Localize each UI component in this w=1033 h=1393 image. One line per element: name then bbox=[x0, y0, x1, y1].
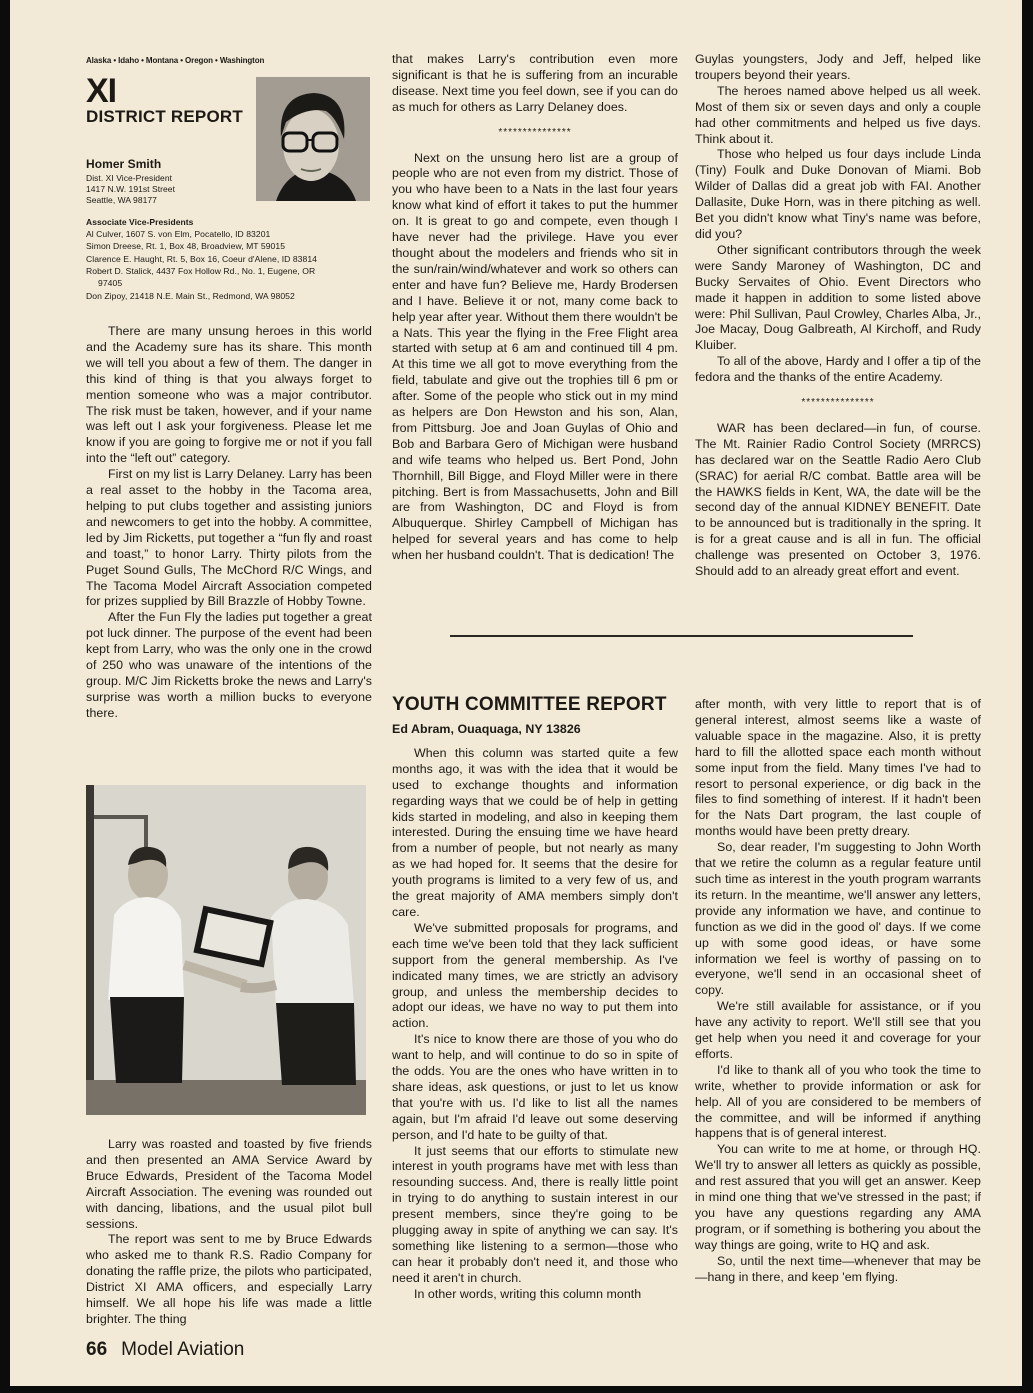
vp-street: 1417 N.W. 191st Street bbox=[86, 183, 175, 194]
assoc-list bbox=[86, 228, 376, 302]
assoc-item: Robert D. Stalick, 4437 Fox Hollow Rd., No. 1, Eugene, OR bbox=[86, 266, 316, 277]
paragraph: Next on the unsung hero list are a group of people who are not even from my district. Those of you who have been to a Nats in the last four years know what kind of effort it takes to put the hummer on. It is great to go and compete, even though I have never had the privilege. Have you ever thought about the modelers and friends who sit in the sun/rain/wind/whatever and work so others can enter and have fun? Believe me, Hardy Brodersen and I have. Believe it or not, many come back to help year after year. Without them there wouldn't be a Nats. This year the flying in the Free Flight area started with setup at 6 am and continued till 4 pm. At this time we all got to move everything from the field, tabulate and give out the trophies till 6 pm or after. Some of the people who stick out in my mind as helpers are Don Hewston and his son, Alan, from Pittsburg. Joe and Joan Guylas of Ohio and Bob and Barbara Gero of Michigan were husband and wife teams who helped us. Bert Pond, John Thornhill, Bill Bigge, and Floyd Miller were in there pitching. Bert is from Massachusetts, John and Bill are from Washington, DC and Floyd is from Albuquerque. Shirley Campbell of Michigan has helped for several years and has come to help when her husband couldn't. That is dedication! The bbox=[392, 150, 678, 563]
vp-name: Homer Smith bbox=[86, 156, 162, 171]
district-col1-bottom bbox=[86, 1137, 372, 1333]
paragraph: It's nice to know there are those of you who do want to help, and will continue to do so in spite of the odds. You are the ones who have written in to share ideas, ask questions, or just to let us know that you're with us. I'd like to list all the names again, but I'm afraid I'd leave out some deserving person, and I'd hate to be guilty of that. bbox=[392, 1032, 678, 1142]
youth-title: YOUTH COMMITTEE REPORT bbox=[392, 694, 667, 715]
paragraph: Those who helped us four days include Linda (Tiny) Foulk and Duke Donovan of Miami. Bob Wilder of Dallas did a great job with FAI. Another Dallasite, Duke Horn, was in there pitching as well. Bet you didn't know what Tiny's name was before, did you? bbox=[695, 147, 981, 241]
vp-city: Seattle, WA 98177 bbox=[86, 194, 157, 205]
states-line: Alaska • Idaho • Montana • Oregon • Washington bbox=[86, 56, 265, 65]
youth-col2 bbox=[392, 694, 678, 1334]
paragraph: I'd like to thank all of you who took the time to write, whether to provide information or ask for help. All of you are considered to be members of the committee, and will be informed if anything happens that is of general interest. bbox=[695, 1062, 981, 1141]
assoc-item: 97405 bbox=[98, 278, 123, 289]
paragraph: The heroes named above helped us all week. Most of them six or seven days and only a couple had other commitments and helped us five days. Think about it. bbox=[695, 83, 981, 146]
assoc-item: Clarence E. Haught, Rt. 5, Box 16, Coeur d'Alene, ID 83814 bbox=[86, 253, 317, 264]
paragraph: When this column was started quite a few months ago, it was with the idea that it would be used to exchange thoughts and information regarding ways that we could be of help in getting kids started in modeling, and also in keeping them interested. During the ensuing time we have heard from a number of people, but not nearly as many as we had hoped for. It seems that the desire for youth programs is limited to a very few of us, and the great majority of AMA members simply don't care. bbox=[392, 745, 678, 919]
paragraph: There are many unsung heroes in this world and the Academy sure has its share. This month we will tell you about a few of them. The danger in this kind of thing is that you always forget to mention someone who was a major contributor. The risk must be taken, however, and if your name was left out I ask your forgiveness. Please let me know if you are going to forgive me or not if you fall into the “left out” category. bbox=[86, 324, 372, 466]
paragraph: After the Fun Fly the ladies put together a great pot luck dinner. The purpose of the event had been kept from Larry, who was the only one in the crowd of 250 who was unaware of the intentions of the group. M/C Jim Ricketts broke the news and Larry's surprise was worth a million bucks to everyone there. bbox=[86, 610, 372, 720]
youth-byline: Ed Abram, Ouaquaga, NY 13826 bbox=[392, 722, 581, 736]
paragraph: We've submitted proposals for programs, and each time we've been told that they lack sufficient support from the general membership. As I've indicated many times, we are strictly an advisory group, and unless the membership decides to adopt our ideas, we have no way to put them into action. bbox=[392, 920, 678, 1031]
vp-title: Dist. XI Vice-President bbox=[86, 172, 173, 183]
district-col3 bbox=[695, 52, 981, 624]
assoc-item: Simon Dreese, Rt. 1, Box 48, Broadview, MT 59015 bbox=[86, 241, 286, 252]
paragraph: It just seems that our efforts to stimulate new interest in youth programs have met with less than resounding success. And, there is really little point in trying to do anything to sustain interest in our present members, since they're going to be plugging away in spite of anything we can say. It's something like listening to a sermon—those who can hear it probably don't need it, and those who need it aren't in church. bbox=[392, 1143, 678, 1285]
district-title: DISTRICT REPORT bbox=[86, 106, 243, 126]
paragraph: WAR has been declared—in fun, of course. The Mt. Rainier Radio Control Society (MRRCS) has declared war on the Seattle Radio Aero Club (SRAC) for aerial R/C combat. Battle area will be the HAWKS fields in Kent, WA, the date will be the second day of the annual KIDNEY BENEFIT. Date to be announced but is traditionally in the spring. It is for a great cause and is all in fun. The official challenge was presented on October 3, 1976. Should add to an already great effort and event. bbox=[695, 420, 981, 579]
district-col1 bbox=[86, 324, 372, 774]
paragraph: You can write to me at home, or through HQ. We'll try to answer all letters as quickly as possible, and rest assured that you will get an answer. Keep in mind one thing that we've stressed in the past; if you have any questions regarding any AMA program, or if something is bothering you about the way things are going, write to HQ and ask. bbox=[695, 1142, 981, 1252]
section-divider bbox=[450, 635, 913, 637]
portrait-photo bbox=[256, 77, 370, 201]
page-footer bbox=[86, 1339, 244, 1361]
assoc-item: Don Zipoy, 21418 N.E. Main St., Redmond, WA 98052 bbox=[86, 290, 295, 301]
paragraph: First on my list is Larry Delaney. Larry has been a real asset to the hobby in the Tacoma area, helping to put clubs together and assisting juniors and newcomers to get into the hobby. A committee, led by Jim Ricketts, put together a “fun fly and roast and toast,” to honor Larry. Thirty pilots from the Puget Sound Gulls, The McChord R/C Wings, and The Tacoma Model Aircraft Association competed for prizes supplied by Bill Brazzle of Hobby Towne. bbox=[86, 467, 372, 609]
paragraph: So, until the next time—whenever that may be—hang in there, and keep 'em flying. bbox=[695, 1253, 981, 1284]
district-col2 bbox=[392, 52, 678, 622]
paragraph: that makes Larry's contribution even more significant is that he is suffering from an incurable disease. Next time you feel down, see if you can do as much for others as Larry Delaney does. bbox=[392, 52, 678, 114]
assoc-item: Al Culver, 1607 S. von Elm, Pocatello, ID 83201 bbox=[86, 228, 271, 239]
youth-col3 bbox=[695, 697, 981, 1337]
paragraph: after month, with very little to report that is of general interest, almost seems like a waste of valuable space in the magazine. Also, it is pretty hard to fill the allotted space each month without some input from the field. Many times I've had to resort to personal experience, or dig back in the files to find something of interest. If it hadn't been for the Nats Dart program, the last couple of months would have been pretty dreary. bbox=[695, 697, 981, 839]
separator-stars: *************** bbox=[801, 397, 875, 409]
paragraph: Larry was roasted and toasted by five friends and then presented an AMA Service Award by Bruce Edwards, President of the Tacoma Model Aircraft Association. The evening was rounded out with dancing, libations, and the usual pilot bull sessions. bbox=[86, 1137, 372, 1231]
district-numeral: XI bbox=[86, 71, 117, 110]
paragraph: Guylas youngsters, Jody and Jeff, helped like troupers beyond their years. bbox=[695, 52, 981, 82]
paragraph: So, dear reader, I'm suggesting to John Worth that we retire the column as a regular feature until such time as interest in the youth program warrants its return. In the meantime, we'll answer any letters, provide any information we have, and continue to function as we did in the good ol' days. If we come up with some good ideas, or have some information we feel is worthy of passing on to everyone, we'll send in an occasional sheet of copy. bbox=[695, 840, 981, 998]
paragraph: Other significant contributors through the week were Sandy Maroney of Washington, DC and Bucky Servaites of Ohio. Event Directors who made it happen in addition to some listed above were: Phil Sullivan, Paul Crowley, Charles Alba, Jr., Joe Macay, Doug Galbreath, Al Kirchoff, and Rudy Kluiber. bbox=[695, 242, 981, 353]
separator-stars: *************** bbox=[498, 126, 572, 138]
paragraph: The report was sent to me by Bruce Edwards who asked me to thank R.S. Radio Company for donating the raffle prize, the pilots who participated, District XI AMA officers, and especially Larry himself. We all hope his life was made a little brighter. The thing bbox=[86, 1232, 372, 1326]
paragraph: In other words, writing this column month bbox=[414, 1286, 642, 1301]
award-photo bbox=[86, 785, 366, 1115]
magazine-name: Model Aviation bbox=[121, 1339, 245, 1360]
paragraph: To all of the above, Hardy and I offer a tip of the fedora and the thanks of the entire Academy. bbox=[695, 354, 981, 385]
page-number: 66 bbox=[86, 1339, 108, 1360]
assoc-heading: Associate Vice-Presidents bbox=[86, 216, 194, 227]
paragraph: We're still available for assistance, or if you have any activity to report. We'll still see that you get help when you need it and coverage for your efforts. bbox=[695, 999, 981, 1061]
